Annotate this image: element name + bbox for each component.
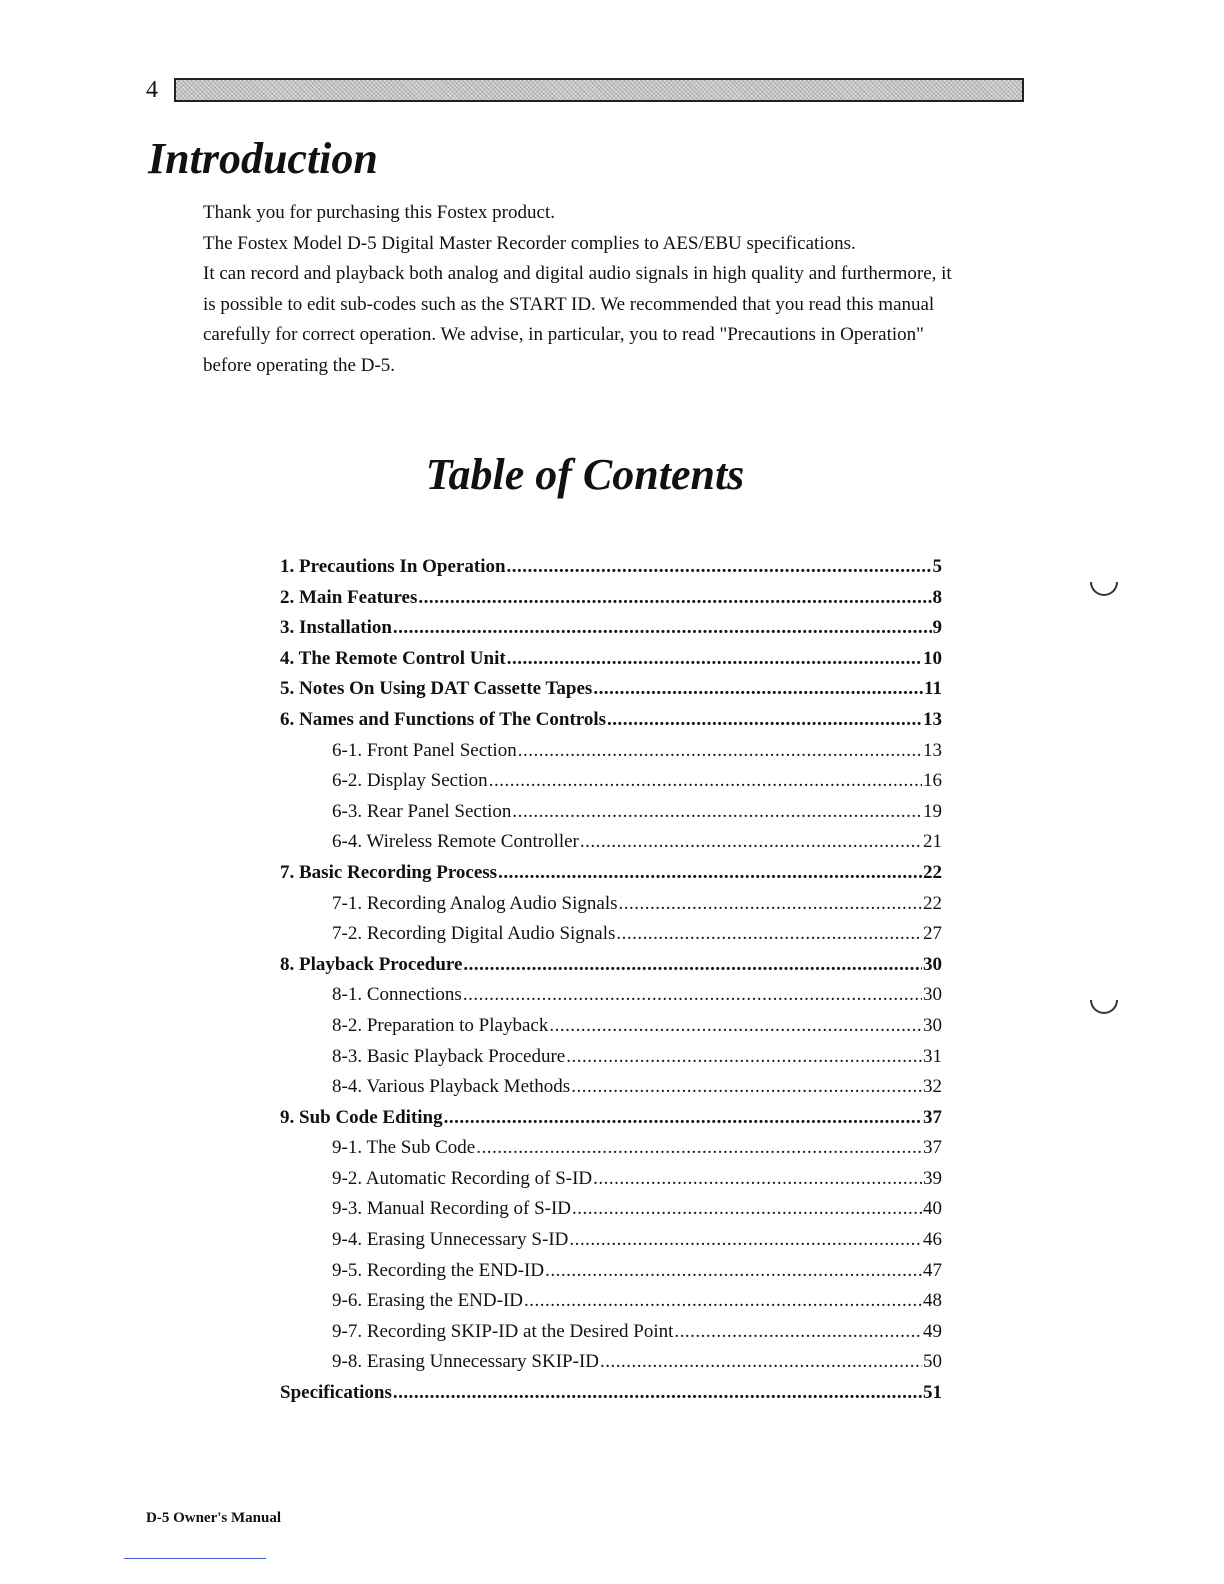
- toc-entry-page: 32: [923, 1076, 942, 1098]
- toc-entry-label: 7. Basic Recording Process: [280, 861, 498, 883]
- toc-entry-main-features[interactable]: [280, 583, 942, 614]
- toc-entry-various-playback-methods[interactable]: [280, 1072, 942, 1103]
- header-bar: [174, 78, 1024, 102]
- binder-hole-mark-lower: [1090, 1000, 1118, 1014]
- toc-entry-page: 16: [923, 770, 942, 792]
- toc-entry-rear-panel-section[interactable]: [280, 797, 942, 828]
- toc-leader-dots: [593, 674, 923, 705]
- toc-entry-label: 9-2. Automatic Recording of S-ID: [332, 1167, 593, 1189]
- toc-entry-label: Specifications: [280, 1382, 392, 1404]
- toc-entry-page: 37: [923, 1106, 942, 1128]
- toc-entry-page: 49: [923, 1320, 942, 1342]
- toc-leader-dots: [518, 736, 922, 767]
- toc-entry-recording-skip-id[interactable]: [280, 1317, 942, 1348]
- toc-entry-page: 22: [923, 861, 942, 883]
- toc-leader-dots: [393, 1378, 922, 1409]
- toc-entry-page: 13: [923, 739, 942, 761]
- toc-entry-page: 39: [923, 1167, 942, 1189]
- toc-entry-precautions[interactable]: [280, 552, 942, 583]
- toc-entry-label: 9-1. The Sub Code: [332, 1137, 476, 1159]
- toc-entry-dat-cassette-tapes[interactable]: [280, 674, 942, 705]
- page-number: 4: [146, 77, 158, 103]
- toc-entry-page: 31: [923, 1045, 942, 1067]
- toc-entry-label: 8-3. Basic Playback Procedure: [332, 1045, 566, 1067]
- toc-entry-basic-playback-procedure[interactable]: [280, 1042, 942, 1073]
- toc-entry-basic-recording-process[interactable]: [280, 858, 942, 889]
- toc-entry-page: 5: [932, 556, 942, 577]
- toc-leader-dots: [600, 1347, 922, 1378]
- toc-entry-label: 9-3. Manual Recording of S-ID: [332, 1198, 572, 1220]
- toc-leader-dots: [512, 797, 922, 828]
- toc-entry-page: 30: [923, 984, 942, 1006]
- intro-line: Thank you for purchasing this Fostex product.: [203, 202, 555, 223]
- toc-leader-dots: [444, 1103, 922, 1134]
- intro-line: before operating the D-5.: [203, 354, 396, 376]
- toc-entry-page: 51: [923, 1382, 942, 1404]
- intro-line: It can record and playback both analog and digital audio signals in high quality and furthermore, it: [203, 263, 952, 284]
- toc-entry-front-panel-section[interactable]: [280, 736, 942, 767]
- toc-entry-label: 3. Installation: [280, 617, 392, 639]
- toc-leader-dots: [580, 827, 922, 858]
- toc-entry-label: 6-4. Wireless Remote Controller: [332, 831, 579, 853]
- toc-leader-dots: [619, 889, 922, 920]
- toc-entry-page: 30: [923, 1014, 942, 1036]
- toc-entry-label: 2. Main Features: [280, 586, 418, 608]
- toc-leader-dots: [489, 766, 922, 797]
- toc-leader-dots: [616, 919, 922, 950]
- toc-leader-dots: [674, 1317, 922, 1348]
- toc-entry-label: 6-3. Rear Panel Section: [332, 800, 512, 822]
- toc-leader-dots: [418, 583, 931, 614]
- toc-entry-page: 13: [923, 708, 942, 730]
- toc-entry-label: 8. Playback Procedure: [280, 953, 463, 975]
- toc-entry-page: 27: [923, 923, 942, 945]
- table-of-contents: [280, 552, 942, 1409]
- intro-line: The Fostex Model D-5 Digital Master Recorder complies to AES/EBU specifications.: [203, 232, 856, 254]
- toc-entry-label: 6-2. Display Section: [332, 770, 488, 792]
- toc-leader-dots: [607, 705, 922, 736]
- toc-leader-dots: [498, 858, 922, 889]
- intro-line: is possible to edit sub-codes such as the START ID. We recommended that you read this manual: [203, 293, 935, 315]
- toc-entry-label: 8-2. Preparation to Playback: [332, 1014, 549, 1036]
- toc-entry-label: 7-1. Recording Analog Audio Signals: [332, 892, 618, 914]
- toc-entry-page: 8: [932, 586, 942, 608]
- toc-entry-manual-recording-s-id[interactable]: [280, 1194, 942, 1225]
- toc-entry-label: 8-4. Various Playback Methods: [332, 1076, 571, 1098]
- toc-entry-label: 6-1. Front Panel Section: [332, 739, 517, 761]
- toc-entry-label: 6. Names and Functions of The Controls: [280, 708, 607, 730]
- toc-entry-sub-code-editing[interactable]: [280, 1103, 942, 1134]
- toc-entry-page: 30: [923, 953, 942, 975]
- toc-entry-label: 7-2. Recording Digital Audio Signals: [332, 923, 616, 945]
- toc-leader-dots: [507, 552, 932, 583]
- toc-entry-label: 4. The Remote Control Unit: [280, 647, 506, 669]
- toc-entry-page: 10: [923, 647, 942, 669]
- toc-leader-dots: [571, 1072, 922, 1103]
- toc-leader-dots: [463, 950, 922, 981]
- toc-leader-dots: [572, 1194, 922, 1225]
- toc-leader-dots: [507, 644, 922, 675]
- toc-leader-dots: [524, 1286, 922, 1317]
- intro-line: carefully for correct operation. We advise, in particular, you to read "Precautions in Operation": [203, 324, 924, 345]
- toc-leader-dots: [549, 1011, 922, 1042]
- toc-entry-recording-analog[interactable]: [280, 889, 942, 920]
- toc-leader-dots: [476, 1133, 922, 1164]
- toc-entry-page: 21: [923, 831, 942, 853]
- toc-entry-page: 37: [923, 1137, 942, 1159]
- toc-entry-remote-control-unit[interactable]: [280, 644, 942, 675]
- toc-entry-page: 11: [924, 678, 942, 700]
- toc-entry-page: 50: [923, 1351, 942, 1373]
- toc-entry-recording-end-id[interactable]: [280, 1256, 942, 1287]
- toc-leader-dots: [463, 980, 922, 1011]
- toc-entry-preparation-to-playback[interactable]: [280, 1011, 942, 1042]
- footer-manual-title: D-5 Owner's Manual: [146, 1510, 281, 1526]
- toc-entry-label: 9-6. Erasing the END-ID: [332, 1290, 524, 1312]
- toc-leader-dots: [593, 1164, 922, 1195]
- toc-entry-connections[interactable]: [280, 980, 942, 1011]
- toc-entry-label: 9. Sub Code Editing: [280, 1106, 443, 1128]
- toc-entry-label: 9-5. Recording the END-ID: [332, 1259, 545, 1281]
- toc-leader-dots: [393, 613, 932, 644]
- toc-entry-erasing-skip-id[interactable]: [280, 1347, 942, 1378]
- toc-entry-page: 46: [923, 1229, 942, 1251]
- toc-entry-page: 40: [923, 1198, 942, 1220]
- toc-leader-dots: [569, 1225, 922, 1256]
- binder-hole-mark-upper: [1090, 582, 1118, 596]
- toc-entry-recording-digital[interactable]: [280, 919, 942, 950]
- toc-entry-page: 47: [923, 1259, 942, 1281]
- toc-leader-dots: [545, 1256, 922, 1287]
- introduction-body: [203, 198, 1043, 381]
- introduction-title: Introduction: [148, 134, 378, 183]
- toc-title: Table of Contents: [425, 450, 745, 499]
- toc-entry-page: 9: [932, 617, 942, 639]
- toc-entry-label: 5. Notes On Using DAT Cassette Tapes: [280, 678, 593, 700]
- toc-entry-automatic-recording-s-id[interactable]: [280, 1164, 942, 1195]
- toc-entry-display-section[interactable]: [280, 766, 942, 797]
- toc-entry-erasing-end-id[interactable]: [280, 1286, 942, 1317]
- toc-entry-label: 9-4. Erasing Unnecessary S-ID: [332, 1229, 569, 1251]
- toc-leader-dots: [566, 1042, 922, 1073]
- toc-entry-erasing-s-id[interactable]: [280, 1225, 942, 1256]
- toc-entry-label: 8-1. Connections: [332, 984, 462, 1006]
- toc-entry-the-sub-code[interactable]: [280, 1133, 942, 1164]
- toc-entry-label: 9-7. Recording SKIP-ID at the Desired Point: [332, 1320, 674, 1342]
- toc-entry-specifications[interactable]: [280, 1378, 942, 1409]
- toc-entry-page: 19: [923, 800, 942, 822]
- scan-edge-line: [124, 1558, 266, 1559]
- toc-entry-names-and-functions[interactable]: [280, 705, 942, 736]
- toc-entry-wireless-remote-controller[interactable]: [280, 827, 942, 858]
- toc-entry-playback-procedure[interactable]: [280, 950, 942, 981]
- toc-entry-page: 22: [923, 892, 942, 914]
- toc-entry-label: 9-8. Erasing Unnecessary SKIP-ID: [332, 1351, 599, 1373]
- toc-entry-page: 48: [923, 1290, 942, 1312]
- toc-entry-label: 1. Precautions In Operation: [280, 556, 506, 577]
- toc-entry-installation[interactable]: [280, 613, 942, 644]
